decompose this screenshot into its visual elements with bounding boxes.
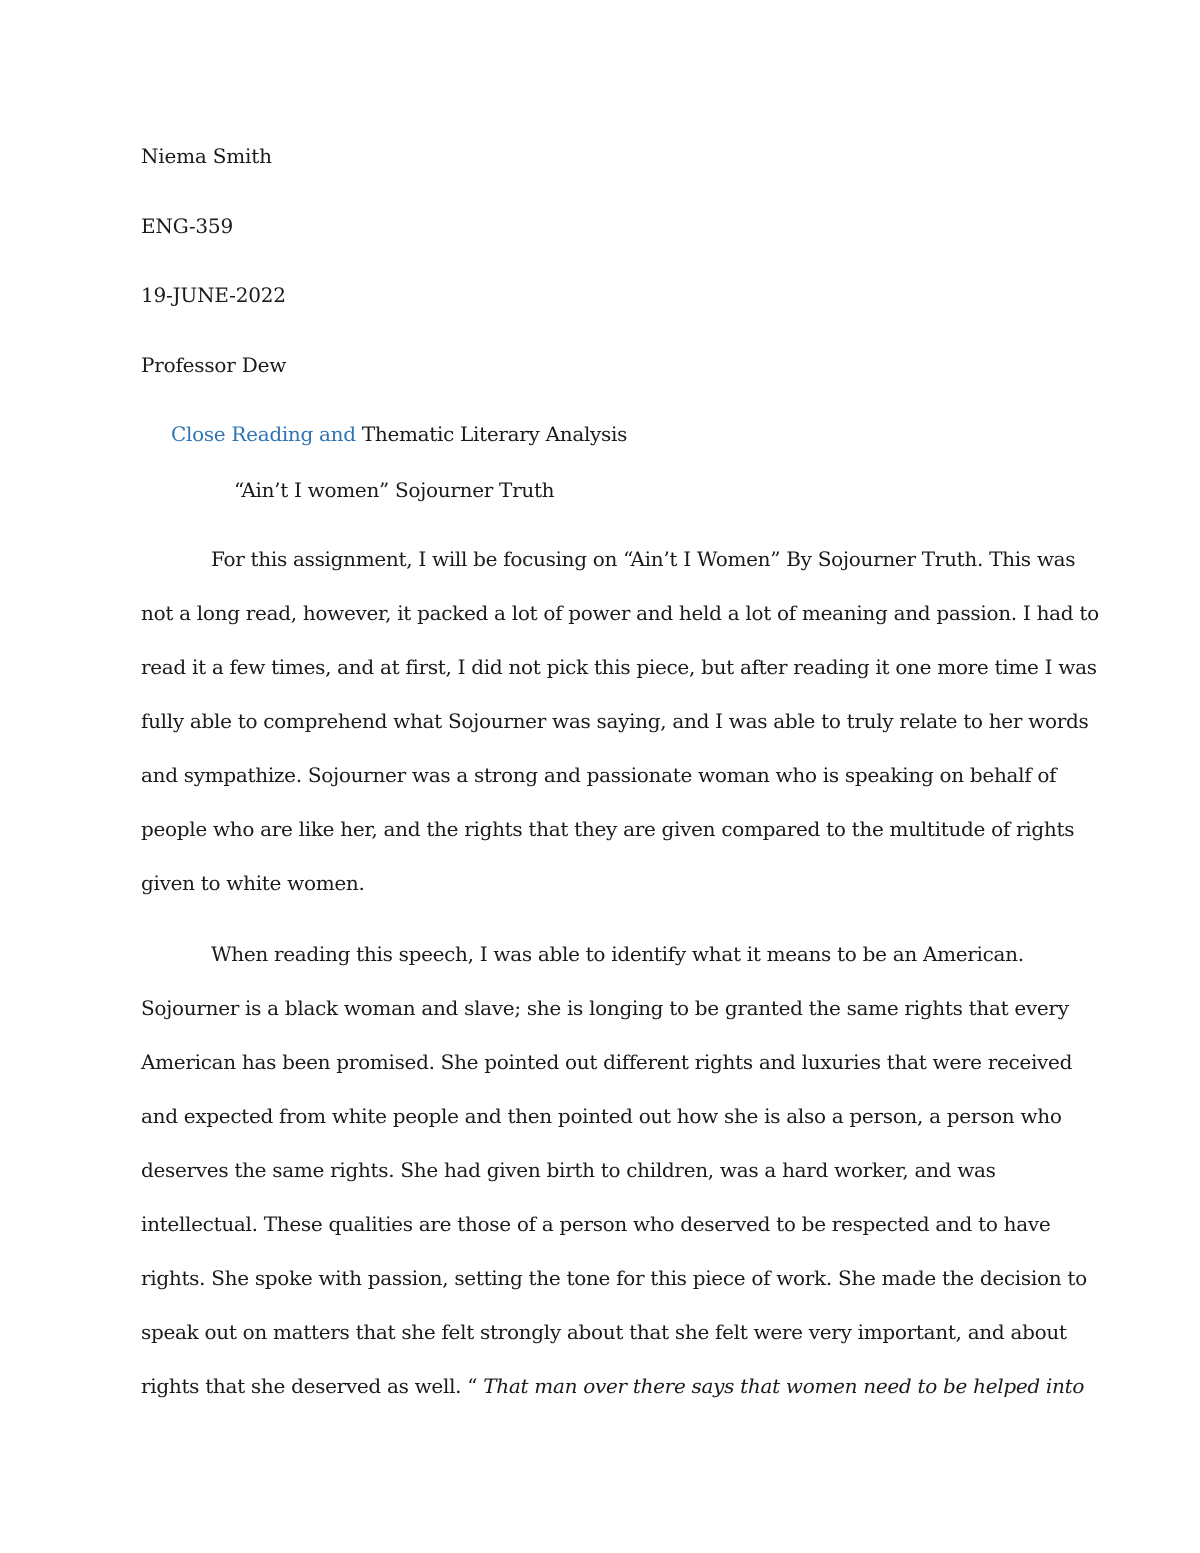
title-rest: Thematic Literary Analysis: [355, 422, 628, 446]
professor-name: Professor Dew: [141, 353, 287, 377]
paragraph-line-with-quote: [141, 1372, 1084, 1400]
quote-text: That man over there says that women need to be helped into: [483, 1374, 1085, 1398]
quote-lead-in: rights that she deserved as well. “: [141, 1374, 484, 1398]
document-title: [171, 420, 627, 448]
paragraph-line: read it a few times, and at first, I did not pick this piece, but after reading it one more time I was: [141, 655, 1097, 679]
paragraph-line: fully able to comprehend what Sojourner was saying, and I was able to truly relate to her words: [141, 709, 1089, 733]
student-name: Niema Smith: [141, 144, 272, 168]
paragraph-line: rights. She spoke with passion, setting the tone for this piece of work. She made the decision to: [141, 1266, 1087, 1290]
title-highlighted-part: Close Reading and: [171, 422, 356, 446]
document-subtitle: “Ain’t I women” Sojourner Truth: [234, 478, 555, 502]
paragraph-line: Sojourner is a black woman and slave; she is longing to be granted the same rights that every: [141, 996, 1069, 1020]
paragraph-line: not a long read, however, it packed a lot of power and held a lot of meaning and passion. I had to: [141, 601, 1099, 625]
paragraph-line: given to white women.: [141, 871, 365, 895]
paragraph-line: people who are like her, and the rights that they are given compared to the multitude of rights: [141, 817, 1075, 841]
assignment-date: 19-JUNE-2022: [141, 283, 286, 307]
paragraph-line: For this assignment, I will be focusing on “Ain’t I Women” By Sojourner Truth. This was: [211, 547, 1076, 571]
course-code: ENG-359: [141, 214, 233, 238]
paragraph-line: and sympathize. Sojourner was a strong and passionate woman who is speaking on behalf of: [141, 763, 1057, 787]
paragraph-line: American has been promised. She pointed out different rights and luxuries that were received: [141, 1050, 1073, 1074]
paragraph-line: speak out on matters that she felt strongly about that she felt were very important, and about: [141, 1320, 1067, 1344]
paragraph-line: intellectual. These qualities are those of a person who deserved to be respected and to have: [141, 1212, 1051, 1236]
paragraph-line: and expected from white people and then pointed out how she is also a person, a person who: [141, 1104, 1062, 1128]
paragraph-line: deserves the same rights. She had given birth to children, was a hard worker, and was: [141, 1158, 996, 1182]
paragraph-line: When reading this speech, I was able to identify what it means to be an American.: [211, 942, 1024, 966]
